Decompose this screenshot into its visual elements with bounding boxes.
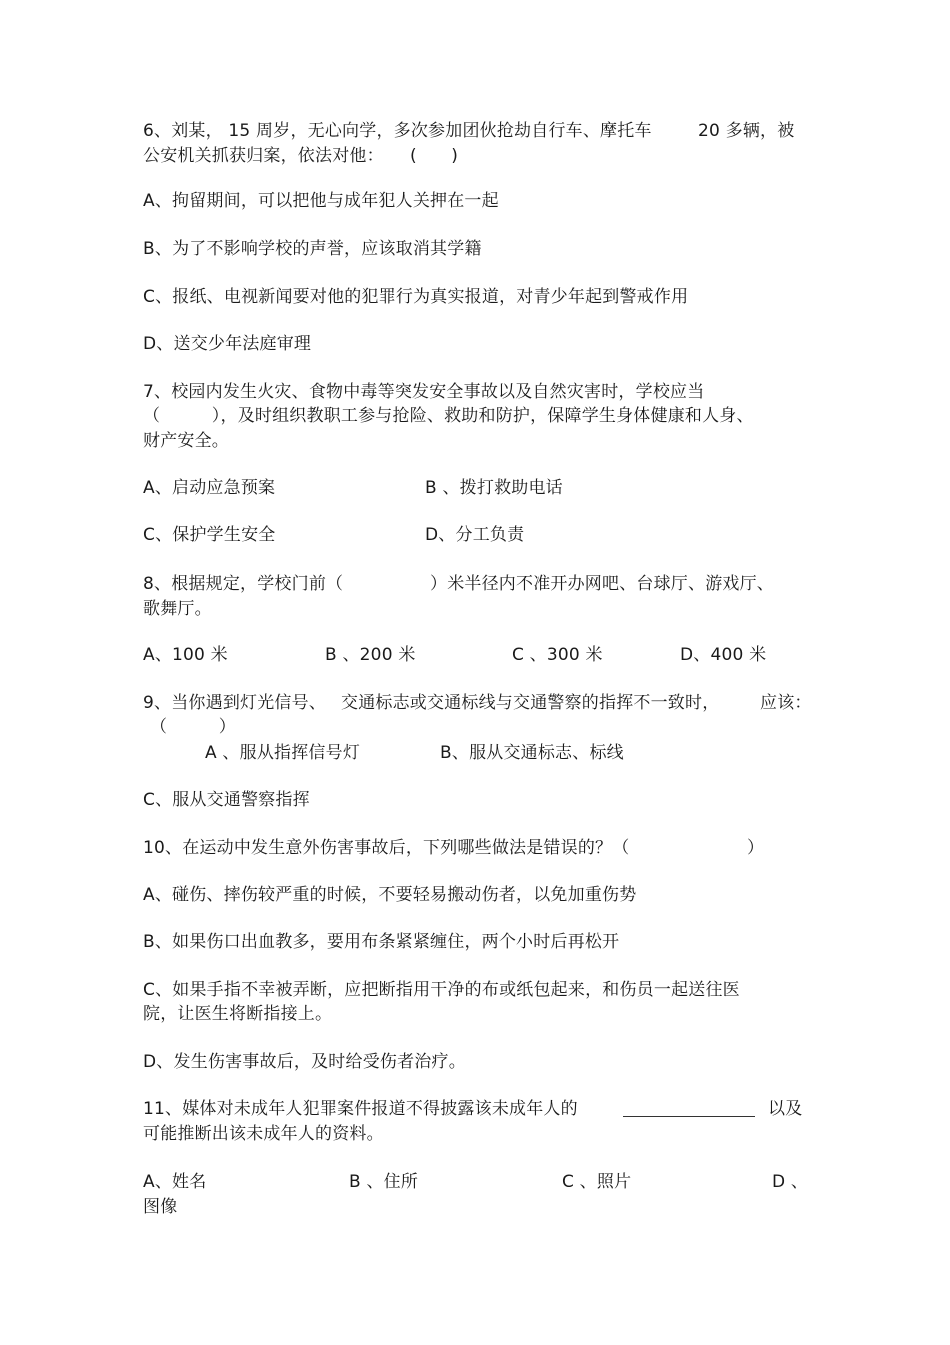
- q8-line2: 歌舞厅。: [143, 599, 212, 619]
- q10-option-d: D、发生伤害事故后，及时给受伤者治疗。: [143, 1052, 466, 1072]
- q10-option-a: A、碰伤、摔伤较严重的时候，不要轻易搬动伤者，以免加重伤势: [143, 885, 637, 905]
- q6-option-c: C、报纸、电视新闻要对他的犯罪行为真实报道，对青少年起到警戒作用: [143, 287, 689, 307]
- q6-option-a: A、拘留期间，可以把他与成年犯人关押在一起: [143, 191, 499, 211]
- q11-option-c: C 、照片: [562, 1172, 632, 1192]
- q8-option-c: C 、300 米: [512, 645, 603, 665]
- q7-option-d: D、分工负责: [425, 525, 525, 545]
- q8-option-b: B 、200 米: [325, 645, 416, 665]
- q11-option-d: D 、: [772, 1172, 809, 1192]
- q9-line1-end: 应该：: [760, 693, 812, 713]
- q8-line1-start: 8、根据规定，学校门前（: [143, 574, 344, 594]
- q8-option-d: D、400 米: [680, 645, 767, 665]
- q9-option-b: B、服从交通标志、标线: [440, 743, 624, 763]
- q6-answer-paren: ( ): [410, 146, 459, 166]
- q6-line1: 6、刘某， 15 周岁，无心向学，多次参加团伙抢劫自行车、摩托车: [143, 121, 652, 141]
- q7-option-c: C、保护学生安全: [143, 525, 276, 545]
- q10-option-b: B、如果伤口出血教多，要用布条紧紧缠住，两个小时后再松开: [143, 932, 620, 952]
- q11-line1-end: 以及: [768, 1099, 803, 1119]
- q6-option-d: D、送交少年法庭审理: [143, 334, 312, 354]
- q9-option-c: C、服从交通警察指挥: [143, 790, 310, 810]
- q7-option-a: A、启动应急预案: [143, 478, 276, 498]
- q11-line2: 可能推断出该未成年人的资料。: [143, 1124, 384, 1144]
- q11-fill-blank: [623, 1116, 755, 1117]
- q9-option-a: A 、服从指挥信号灯: [205, 743, 361, 763]
- q7-option-b: B 、拨打救助电话: [425, 478, 563, 498]
- q6-option-b: B、为了不影响学校的声誉，应该取消其学籍: [143, 239, 482, 259]
- q8-option-a: A、100 米: [143, 645, 228, 665]
- q9-line1-start: 9、当你遇到灯光信号、: [143, 693, 327, 713]
- q8-line1-end: ）米半径内不准开办网吧、台球厅、游戏厅、: [430, 574, 774, 594]
- q9-line2: （ ）: [150, 717, 236, 737]
- q11-option-b: B 、住所: [349, 1172, 419, 1192]
- q9-line1-middle: 交通标志或交通标线与交通警察的指挥不一致时，: [341, 693, 720, 713]
- q11-option-a: A、姓名: [143, 1172, 207, 1192]
- q7-line1: 7、校园内发生火灾、食物中毒等突发安全事故以及自然灾害时，学校应当: [143, 382, 705, 402]
- q11-line1-start: 11、媒体对未成年人犯罪案件报道不得披露该未成年人的: [143, 1099, 578, 1119]
- q7-line2: （ ），及时组织教职工参与抢险、救助和防护，保障学生身体健康和人身、: [143, 406, 754, 426]
- q10-line1-start: 10、在运动中发生意外伤害事故后，下列哪些做法是错误的？（: [143, 838, 630, 858]
- q7-line3: 财产安全。: [143, 431, 229, 451]
- q6-line2: 公安机关抓获归案，依法对他：: [143, 146, 384, 166]
- q6-line1-tail: 20 多辆，被: [698, 121, 795, 141]
- q11-option-d-line2: 图像: [143, 1197, 178, 1217]
- q10-option-c: C、如果手指不幸被弄断，应把断指用干净的布或纸包起来，和伤员一起送往医: [143, 980, 740, 1000]
- q10-line1-end: ）: [747, 838, 765, 858]
- q10-option-c-line2: 院，让医生将断指接上。: [143, 1004, 333, 1024]
